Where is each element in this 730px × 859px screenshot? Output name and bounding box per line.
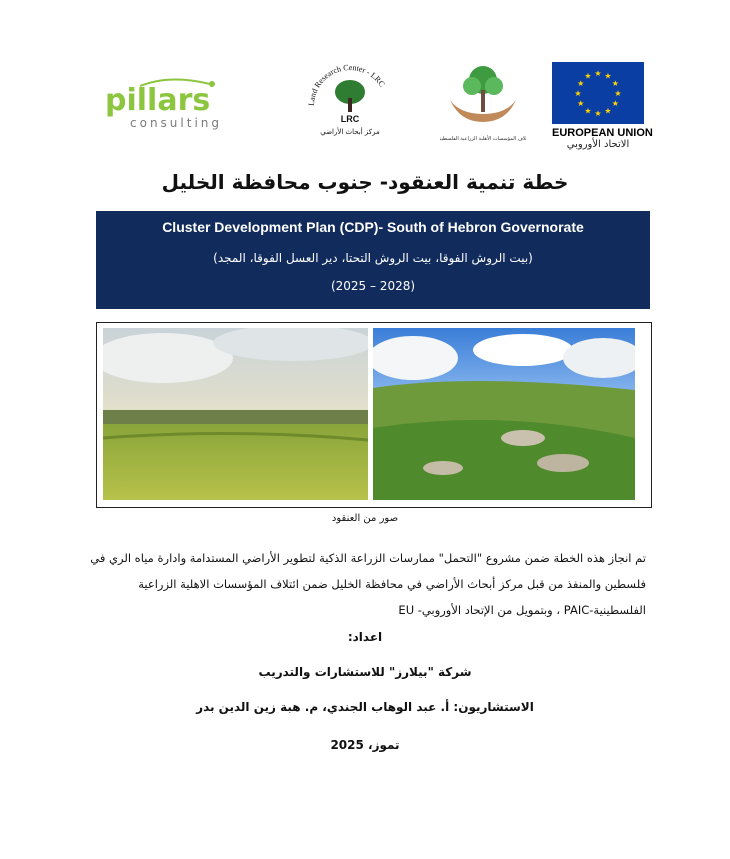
eu-star-icon: ★ [594, 109, 602, 118]
eu-star-icon: ★ [577, 99, 585, 108]
document-title: خطة تنمية العنقود- جنوب محافظة الخليل [161, 170, 569, 194]
lrc-arc-text: Land Research Center - LRC [306, 62, 387, 107]
lrc-arabic: مركز أبحاث الأراضي [320, 128, 380, 136]
pillars-consulting-logo [100, 72, 240, 132]
body-line-2: فلسطين والمنفذ من قبل مركز أبحاث الأراضي في محافظة الخليل ضمن ائتلاف المؤسسات الاهلية الزراعية [138, 577, 646, 591]
company-name: شركة "بيلارز" للاستشارات والتدريب [258, 665, 472, 679]
eu-star-icon: ★ [604, 71, 612, 81]
eu-star-icon: ★ [594, 69, 602, 78]
pillars-subtitle: consulting [130, 116, 222, 130]
consultants-line: الاستشاريون: أ. عبد الوهاب الجندي، م. هبة زين الدين بدر [196, 700, 534, 714]
pillars-wordmark: pillars [105, 83, 211, 118]
eu-stars-icon [552, 62, 644, 124]
eu-flag [552, 62, 644, 124]
lrc-abbrev: LRC [340, 114, 360, 124]
eu-star-icon: ★ [611, 99, 619, 108]
body-paragraph [70, 545, 646, 623]
eu-star-icon: ★ [614, 89, 622, 98]
title-banner [96, 211, 650, 309]
banner-villages: (بيت الروش الفوقا، بيت الروش التحتا، دير العسل الفوقا، المجد) [213, 251, 533, 265]
body-line-1: تم انجاز هذه الخطة ضمن مشروع "التحمل" ممارسات الزراعة الذكية لتطوير الأراضي المستدامة وادارة مياه الري في [90, 551, 646, 565]
pa-tree-hands-logo [440, 60, 526, 146]
photo-frame [96, 322, 652, 508]
eu-arabic: الاتحاد الأوروبي [566, 139, 630, 150]
lrc-logo [300, 60, 400, 140]
eu-star-icon: ★ [604, 106, 612, 116]
eu-star-icon: ★ [584, 71, 592, 81]
landscape-photo-right [373, 328, 635, 500]
prepared-by-label: اعداد: [347, 630, 383, 644]
photo-caption: صور من العنقود [331, 513, 399, 524]
document-date: تموز، 2025 [330, 738, 400, 752]
pa-caption: ائتلاف المؤسسات الأهلية الزراعية الفلسطينية [440, 136, 526, 142]
eu-logo [552, 62, 653, 157]
eu-star-icon: ★ [584, 106, 592, 116]
body-line-3: الفلسطينية-PAIC ، وبتمويل من الإتحاد الأوروبي- EU [398, 603, 646, 617]
banner-years: (2025 – 2028) [330, 279, 416, 293]
eu-star-icon: ★ [611, 79, 619, 88]
banner-english-title: Cluster Development Plan (CDP)- South of Hebron Governorate [162, 219, 584, 235]
eu-label: EUROPEAN UNION [552, 127, 653, 139]
landscape-photo-left [103, 328, 368, 500]
eu-star-icon: ★ [577, 79, 585, 88]
eu-star-icon: ★ [574, 89, 582, 98]
